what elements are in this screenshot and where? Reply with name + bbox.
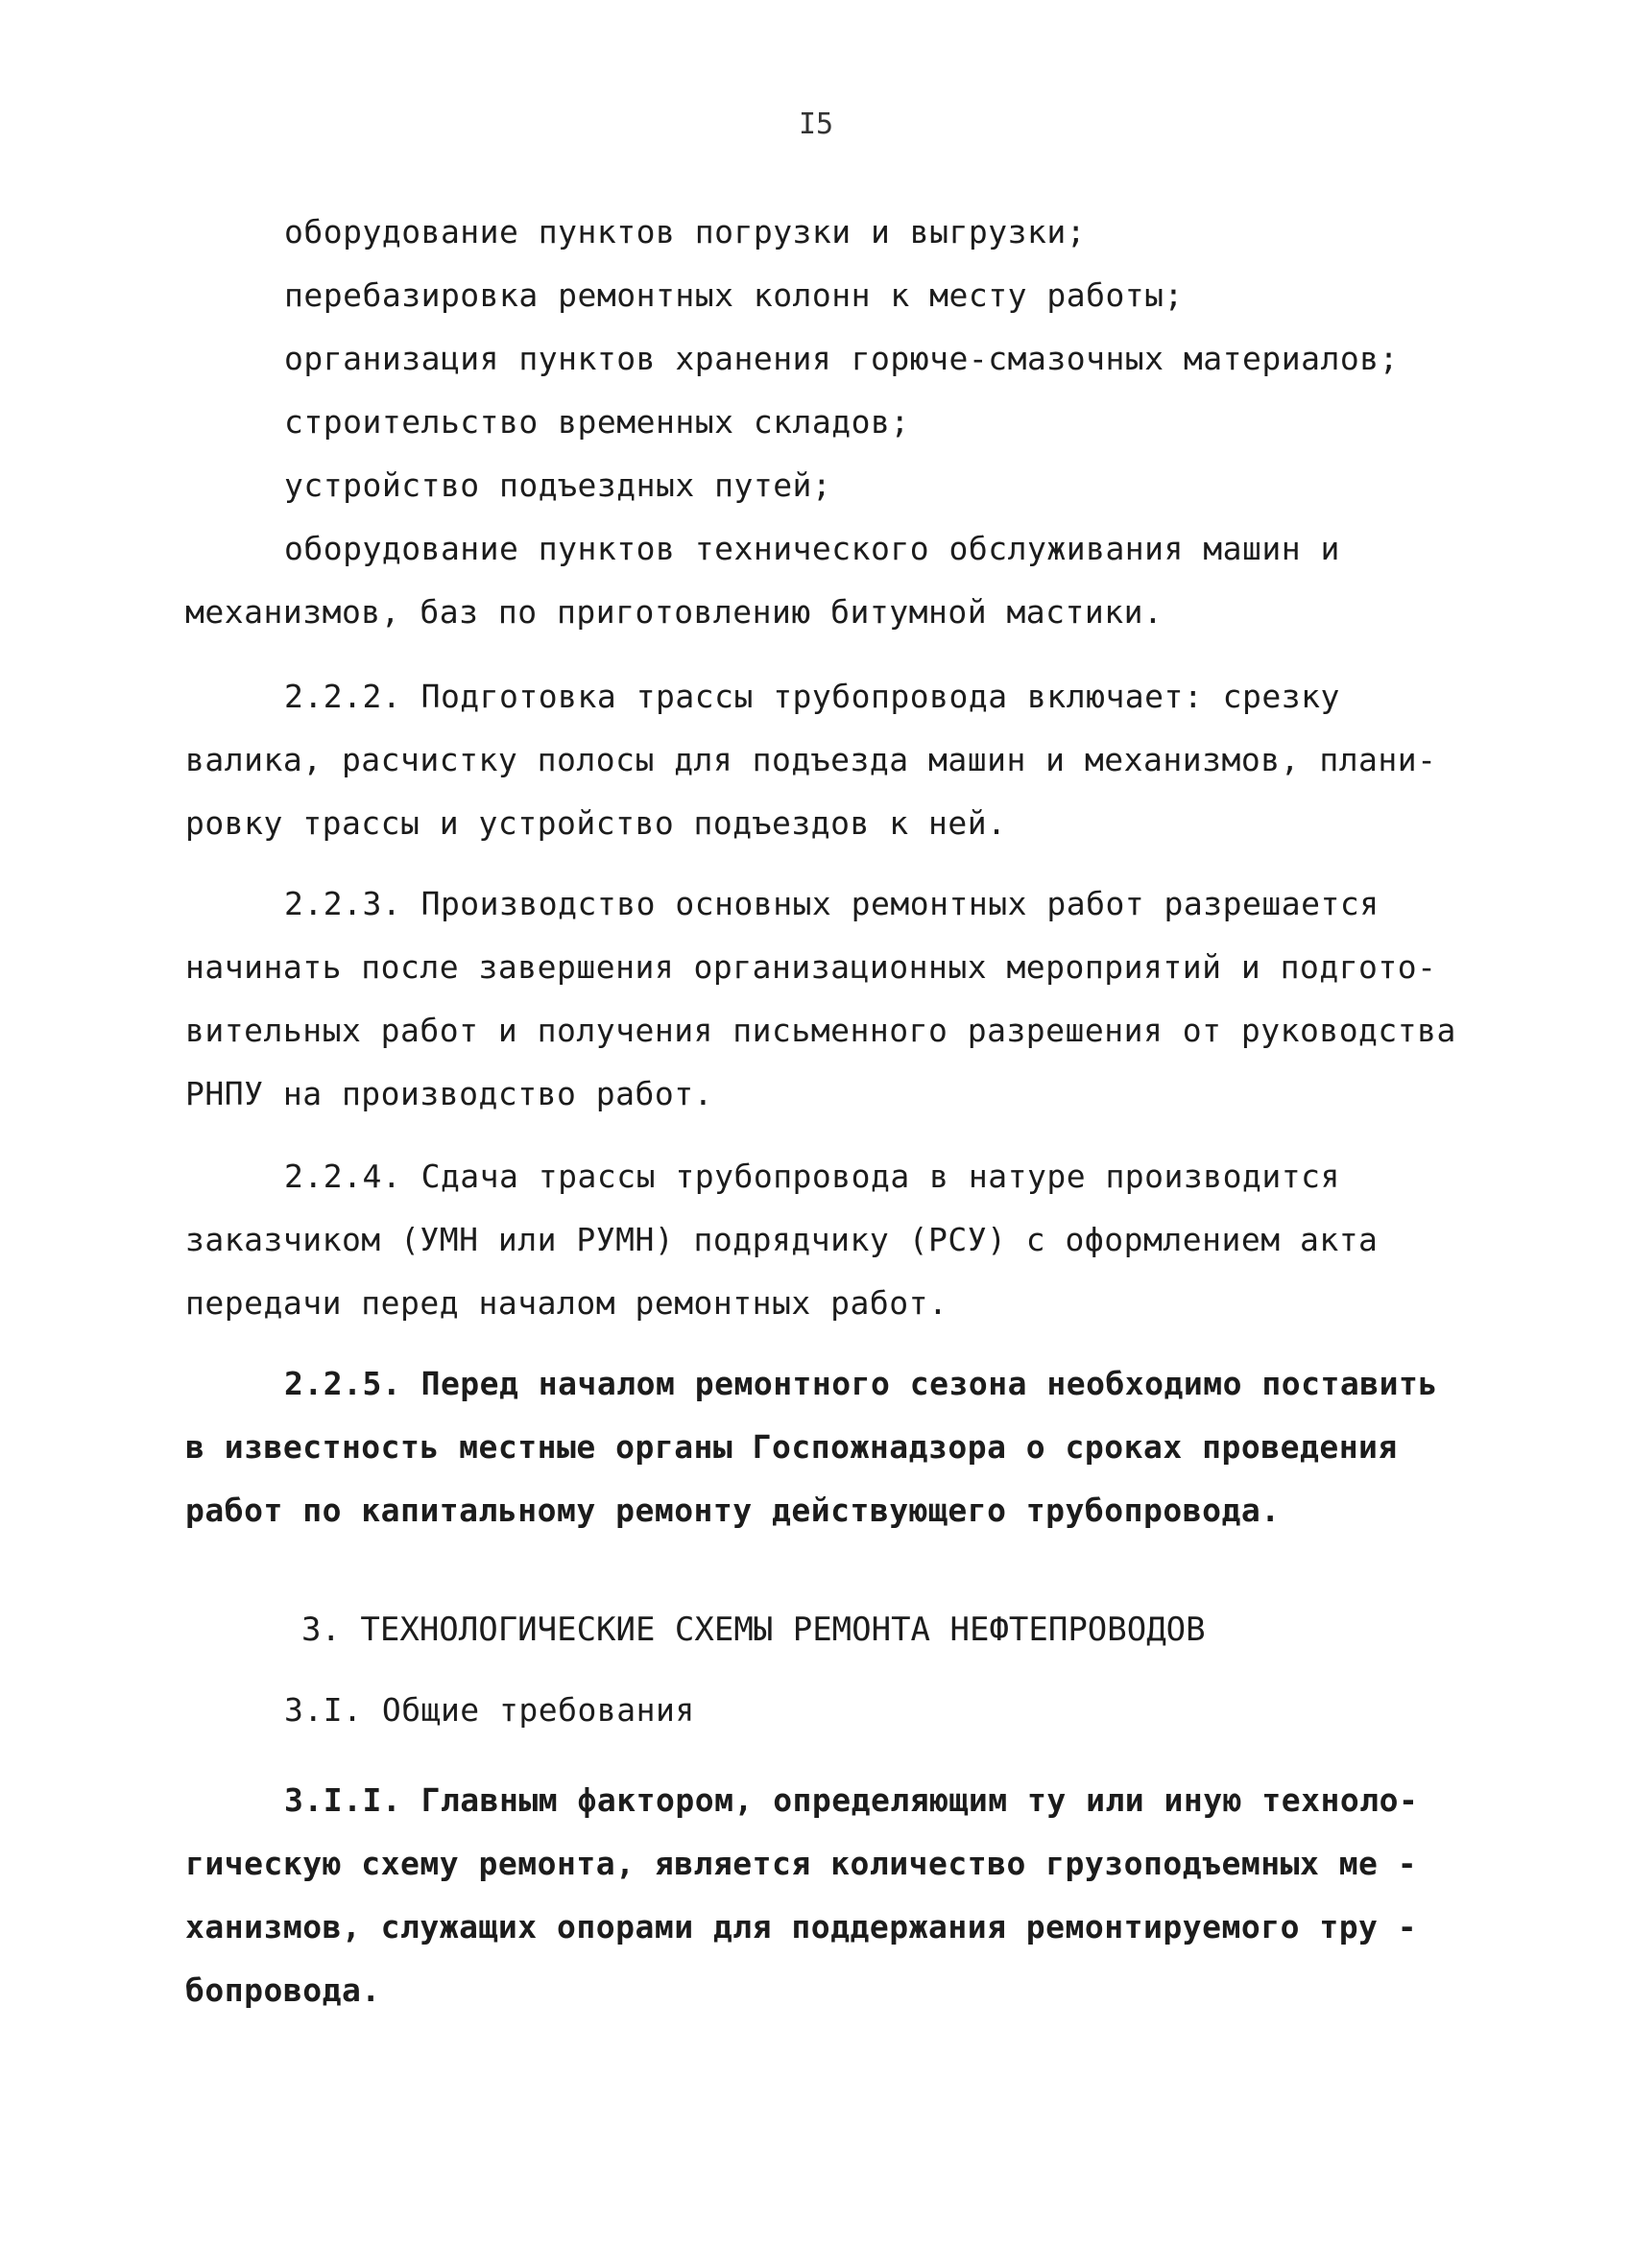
list-item: устройство подъездных путей; — [284, 466, 832, 504]
paragraph-3-1-1-line: бопровода. — [185, 1971, 381, 2009]
paragraph-2-2-4-line: передачи перед началом ремонтных работ. — [185, 1284, 948, 1322]
paragraph-2-2-3-line: РНПУ на производство работ. — [185, 1075, 713, 1112]
paragraph-2-2-5-line: 2.2.5. Перед началом ремонтного сезона необходимо поставить — [284, 1365, 1438, 1402]
paragraph-2-2-3-line: вительных работ и получения письменного разрешения от руководства — [185, 1012, 1456, 1049]
paragraph-2-2-2-line: 2.2.2. Подготовка трассы трубопровода включает: срезку — [284, 678, 1340, 715]
paragraph-3-1-1-line: гическую схему ремонта, является количество грузоподъемных ме - — [185, 1845, 1418, 1882]
paragraph-2-2-3-line: 2.2.3. Производство основных ремонтных работ разрешается — [284, 885, 1380, 922]
list-item: оборудование пунктов технического обслуживания машин и — [284, 530, 1340, 567]
list-item: перебазировка ремонтных колонн к месту работы; — [284, 276, 1184, 314]
paragraph-2-2-4-line: 2.2.4. Сдача трассы трубопровода в натуре производится — [284, 1158, 1340, 1195]
paragraph-2-2-2-line: ровку трассы и устройство подъездов к ней. — [185, 804, 1007, 842]
subsection-heading: 3.I. Общие требования — [284, 1691, 695, 1729]
list-item: организация пунктов хранения горюче-смазочных материалов; — [284, 340, 1399, 377]
paragraph-2-2-5-line: в известность местные органы Госпожнадзора о сроках проведения — [185, 1428, 1398, 1466]
paragraph-2-2-3-line: начинать после завершения организационных мероприятий и подгото- — [185, 948, 1437, 986]
section-heading: 3. ТЕХНОЛОГИЧЕСКИЕ СХЕМЫ РЕМОНТА НЕФТЕПРОВОДОВ — [301, 1611, 1206, 1649]
paragraph-3-1-1-line: ханизмов, служащих опорами для поддержания ремонтируемого тру - — [185, 1908, 1418, 1946]
list-item: оборудование пунктов погрузки и выгрузки; — [284, 213, 1087, 251]
paragraph-3-1-1-line: 3.I.I. Главным фактором, определяющим ту или иную техноло- — [284, 1781, 1419, 1819]
paragraph-2-2-5-line: работ по капитальному ремонту действующего трубопровода. — [185, 1492, 1281, 1529]
page-number: I5 — [798, 107, 834, 141]
list-item: строительство временных складов; — [284, 403, 910, 441]
paragraph-2-2-4-line: заказчиком (УМН или РУМН) подрядчику (РСУ) с оформлением акта — [185, 1221, 1379, 1258]
list-item: механизмов, баз по приготовлению битумной мастики. — [185, 593, 1164, 631]
paragraph-2-2-2-line: валика, расчистку полосы для подъезда машин и механизмов, плани- — [185, 741, 1437, 778]
